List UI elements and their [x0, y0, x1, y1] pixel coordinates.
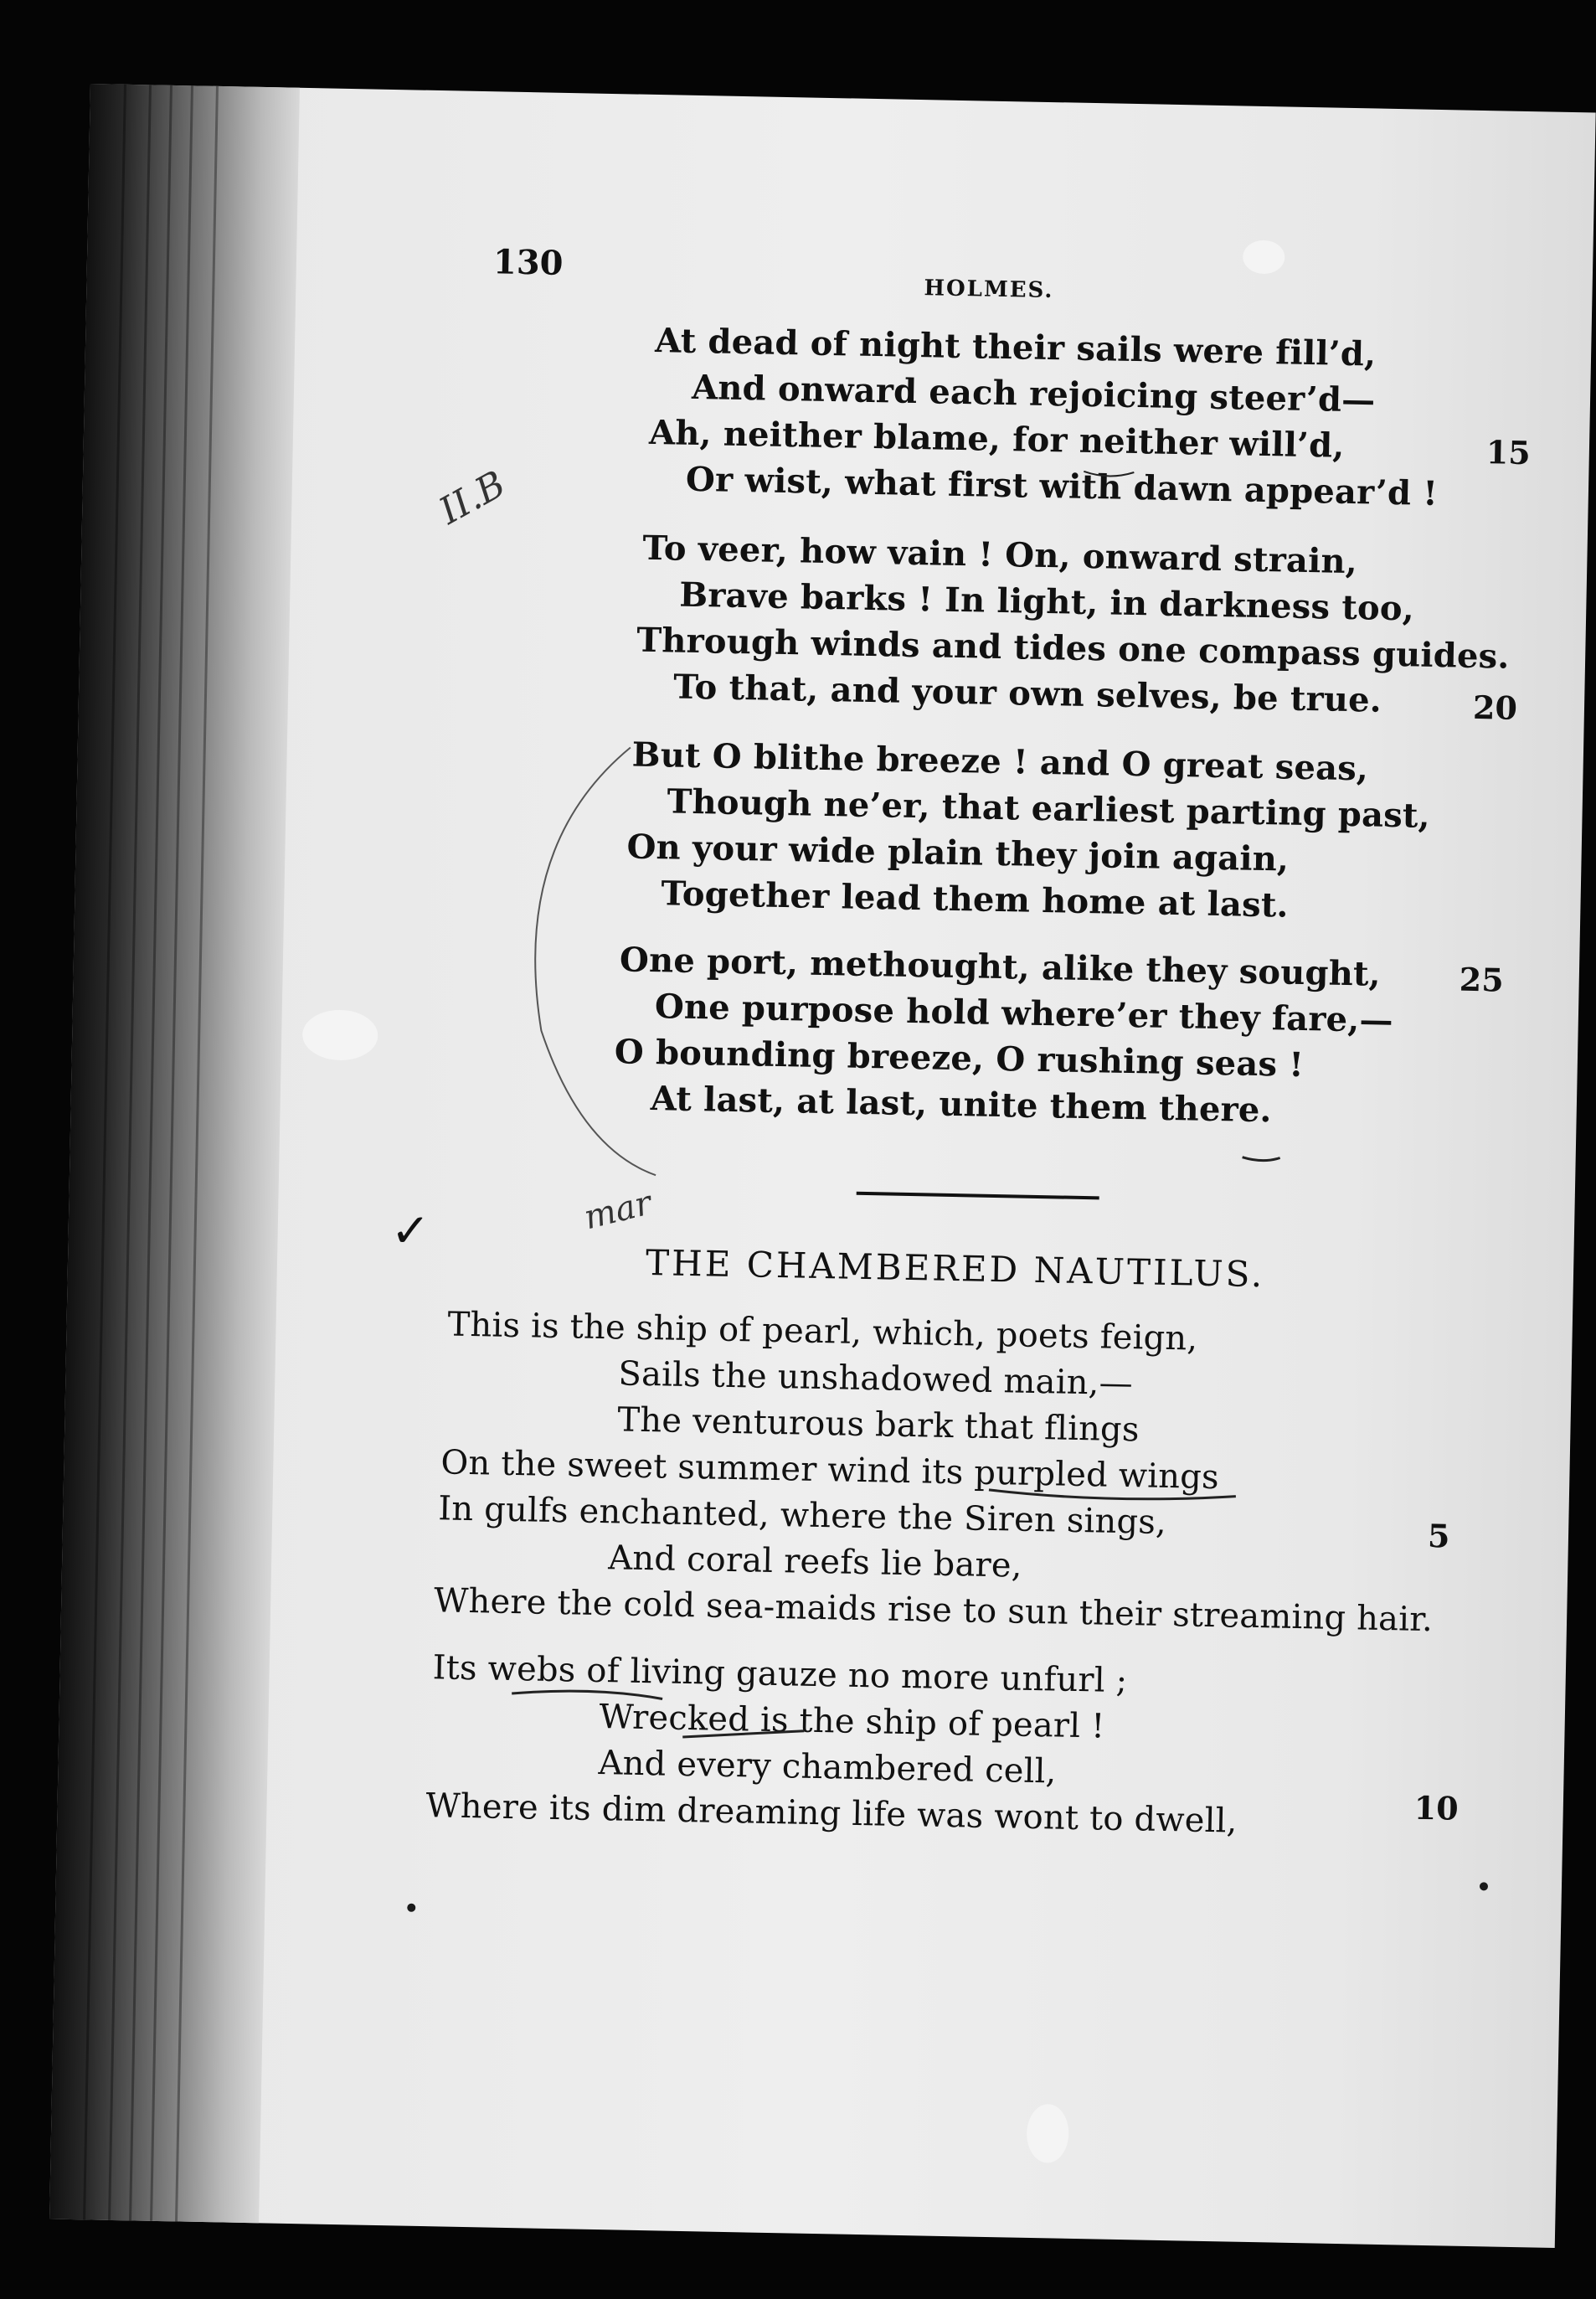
running-head: HOLMES. — [924, 276, 1054, 304]
poem-line: To veer, how vain ! On, onward strain, — [642, 528, 1358, 582]
poem-line: O bounding breeze, O rushing seas ! — [614, 1032, 1305, 1085]
poem-line: Though ne’er, that earliest parting past, — [667, 781, 1431, 836]
poem-line: One port, methought, alike they sought, — [619, 940, 1382, 994]
underline-mark — [989, 1490, 1236, 1501]
poem-line: Wrecked is the ship of pearl ! — [599, 1698, 1105, 1746]
page-content — [49, 84, 1596, 2248]
poem-line: At last, at last, unite them there. — [650, 1079, 1273, 1131]
book-page — [49, 84, 1596, 2248]
pencil-tick — [1243, 1157, 1280, 1161]
poem-line: Its webs of living gauze no more unfurl ; — [432, 1648, 1128, 1701]
poem-title: THE CHAMBERED NAUTILUS. — [645, 1241, 1265, 1296]
poem-line: The venturous bark that flings — [617, 1400, 1140, 1450]
poem-line: Or wist, what first with dawn appear’d ! — [685, 459, 1439, 513]
strike-mark — [682, 1729, 804, 1740]
line-number: 10 — [1413, 1788, 1460, 1827]
poem-line: To that, and your own selves, be true. — [672, 667, 1382, 720]
poem-line: One purpose hold where’er they fare,— — [654, 987, 1394, 1041]
margin-note-handwritten: II.B — [432, 462, 512, 534]
poem-line: Where its dim dreaming life was wont to dwell, — [425, 1786, 1238, 1841]
poem-line: On the sweet summer wind its purpled wings — [440, 1443, 1220, 1497]
underline-mark — [512, 1690, 662, 1699]
line-number: 15 — [1485, 433, 1532, 472]
line-number: 5 — [1427, 1516, 1450, 1555]
check-mark-icon: ✓ — [390, 1204, 431, 1260]
poem-line: Together lead them home at last. — [661, 874, 1290, 925]
poem-line: On your wide plain they join again, — [626, 827, 1290, 879]
line-number: 20 — [1472, 688, 1518, 727]
poem-line: But O blithe breeze ! and O great seas, — [631, 735, 1369, 789]
poem-line: Sails the unshadowed main,— — [618, 1354, 1134, 1404]
poem-line: Ah, neither blame, for neither will’d, — [648, 412, 1345, 466]
poem-line: Brave barks ! In light, in darkness too, — [678, 575, 1415, 629]
margin-note-handwritten: mar — [579, 1183, 656, 1238]
poem-line: This is the ship of pearl, which, poets feign, — [447, 1305, 1198, 1358]
poem-line: And every chambered cell, — [598, 1744, 1058, 1791]
line-number: 25 — [1459, 960, 1505, 999]
poem-line: And coral reefs lie bare, — [607, 1539, 1023, 1585]
poem-line: Where the cold sea-maids rise to sun their streaming hair. — [433, 1581, 1434, 1640]
poem-line: At dead of night their sails were fill’d, — [654, 321, 1377, 374]
poem-line: Through winds and tides one compass guides. — [636, 620, 1510, 677]
pencil-marks — [49, 84, 1596, 2248]
page-number: 130 — [492, 242, 564, 283]
poem-line: In gulfs enchanted, where the Siren sings, — [437, 1489, 1167, 1542]
pencil-arc — [531, 745, 664, 1175]
pencil-tick — [1084, 472, 1134, 477]
poem-line: And onward each rejoicing steer’d— — [691, 367, 1376, 420]
